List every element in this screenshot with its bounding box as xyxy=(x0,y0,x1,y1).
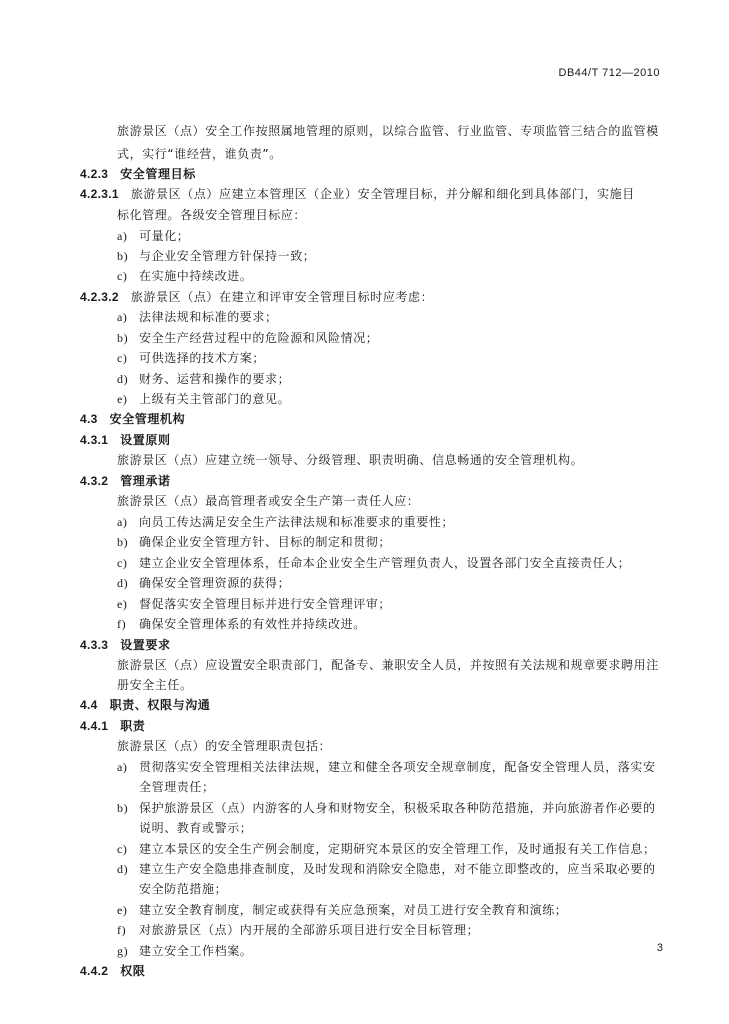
line-text: 确保企业安全管理方针、目标的制定和贯彻； xyxy=(139,535,392,549)
list-marker: c) xyxy=(117,842,128,856)
list-item xyxy=(117,943,252,959)
list-item xyxy=(117,350,265,366)
paragraph-line xyxy=(117,123,659,139)
heading-text: 安全管理机构 xyxy=(109,412,186,426)
list-marker: b) xyxy=(117,249,129,263)
paragraph-line xyxy=(117,207,306,223)
clause-number: 4.3.2 xyxy=(80,474,109,488)
clause-number: 4.2.3 xyxy=(80,167,109,181)
clause xyxy=(80,186,635,202)
line-text: 确保安全管理体系的有效性并持续改进。 xyxy=(139,617,366,631)
list-marker: f) xyxy=(117,617,127,631)
line-text: 旅游景区（点）在建立和评审安全管理目标时应考虑： xyxy=(130,290,434,304)
line-text: 建立企业安全管理体系，任命本企业安全生产管理负责人，设置各部门安全直接责任人； xyxy=(139,556,631,570)
list-marker: e) xyxy=(117,903,128,917)
line-text: 财务、运营和操作的要求； xyxy=(139,372,291,386)
line-text: 在实施中持续改进。 xyxy=(139,269,253,283)
section-heading xyxy=(80,697,210,713)
line-text: 建立生产安全隐患排查制度，及时发现和消除安全隐患，对不能立即整改的，应当采取必要的 xyxy=(139,862,656,876)
section-heading xyxy=(80,963,145,979)
clause-number: 4.3 xyxy=(80,412,98,426)
list-item xyxy=(117,616,366,632)
list-item xyxy=(117,555,630,571)
list-marker: d) xyxy=(117,862,129,876)
clause-number: 4.2.3.2 xyxy=(80,290,119,304)
heading-text: 设置要求 xyxy=(120,638,171,652)
line-text: 督促落实安全管理目标并进行安全管理评审； xyxy=(139,597,392,611)
line-text: 保护旅游景区（点）内游客的人身和财物安全，积极采取各种防范措施，并向旅游者作必要的 xyxy=(139,801,656,815)
paragraph-line xyxy=(117,493,419,509)
line-text: 旅游景区（点）应建立本管理区（企业）安全管理目标，并分解和细化到具体部门，实施目 xyxy=(130,187,635,201)
clause-number: 4.4.1 xyxy=(80,719,109,733)
line-text: 法律法规和标准的要求； xyxy=(139,310,278,324)
list-marker: b) xyxy=(117,535,129,549)
heading-text: 权限 xyxy=(120,964,146,978)
clause-number: 4.3.1 xyxy=(80,433,109,447)
line-text: 建立本景区的安全生产例会制度，定期研究本景区的安全管理工作，及时通报有关工作信息； xyxy=(139,842,656,856)
line-text: 旅游景区（点）最高管理者或安全生产第一责任人应： xyxy=(117,494,420,508)
list-item xyxy=(117,800,656,816)
paragraph-line xyxy=(139,881,227,897)
list-item xyxy=(117,841,656,857)
paragraph-line xyxy=(139,820,252,836)
line-text: 安全防范措施； xyxy=(139,882,228,896)
heading-text: 设置原则 xyxy=(120,433,171,447)
line-text: 建立安全教育制度，制定或获得有关应急预案，对员工进行安全教育和演练； xyxy=(139,903,568,917)
list-marker: d) xyxy=(117,372,129,386)
list-marker: e) xyxy=(117,392,128,406)
line-text: 对旅游景区（点）内开展的全部游乐项目进行安全目标管理； xyxy=(139,923,480,937)
line-text: 安全生产经营过程中的危险源和风险情况； xyxy=(139,331,379,345)
line-text: 可量化； xyxy=(139,229,190,243)
list-item xyxy=(117,575,290,591)
section-heading xyxy=(80,637,171,653)
list-item xyxy=(117,596,391,612)
list-item xyxy=(117,248,315,264)
list-item xyxy=(117,268,252,284)
list-item xyxy=(117,534,391,550)
list-marker: a) xyxy=(117,515,128,529)
list-item xyxy=(117,514,454,530)
list-marker: c) xyxy=(117,351,128,365)
section-heading xyxy=(80,473,171,489)
heading-text: 职责 xyxy=(120,719,146,733)
list-marker: a) xyxy=(117,760,128,774)
list-marker: f) xyxy=(117,923,127,937)
list-item xyxy=(117,228,189,244)
heading-text: 管理承诺 xyxy=(120,474,171,488)
paragraph-line xyxy=(117,452,583,468)
page-number: 3 xyxy=(656,942,663,954)
list-item xyxy=(117,759,656,775)
line-text: 说明、教育或警示； xyxy=(139,821,253,835)
line-text: 旅游景区（点）应设置安全职责部门，配备专、兼职安全人员，并按照有关法规和规章要求聘用注 xyxy=(117,658,659,672)
line-text: 向员工传达满足安全生产法律法规和标准要求的重要性； xyxy=(139,515,455,529)
section-heading xyxy=(80,718,145,734)
paragraph-line xyxy=(139,779,215,795)
paragraph-line xyxy=(117,677,193,693)
list-item xyxy=(117,861,656,877)
heading-text: 职责、权限与沟通 xyxy=(109,698,211,712)
clause-number: 4.4 xyxy=(80,698,98,712)
line-text: 式，实行“谁经营，谁负责”。 xyxy=(117,147,282,161)
list-item xyxy=(117,371,290,387)
standard-code: DB44/T 712—2010 xyxy=(558,67,660,79)
list-item xyxy=(117,309,278,325)
list-marker: c) xyxy=(117,556,128,570)
line-text: 册安全主任。 xyxy=(117,678,193,692)
line-text: 旅游景区（点）的安全管理职责包括： xyxy=(117,739,332,753)
heading-text: 安全管理目标 xyxy=(120,167,196,181)
paragraph-line xyxy=(117,657,659,673)
line-text: 旅游景区（点）安全工作按照属地管理的原则，以综合监管、行业监管、专项监管三结合的监管模 xyxy=(117,124,659,138)
clause-number: 4.4.2 xyxy=(80,964,109,978)
list-marker: c) xyxy=(117,269,128,283)
clause-number: 4.3.3 xyxy=(80,638,109,652)
line-text: 可供选择的技术方案； xyxy=(139,351,266,365)
paragraph-line xyxy=(117,738,331,754)
list-item xyxy=(117,391,290,407)
list-item xyxy=(117,330,378,346)
line-text: 贯彻落实安全管理相关法律法规，建立和健全各项安全规章制度，配备安全管理人员，落实安 xyxy=(139,760,656,774)
line-text: 旅游景区（点）应建立统一领导、分级管理、职责明确、信息畅通的安全管理机构。 xyxy=(117,453,584,467)
line-text: 上级有关主管部门的意见。 xyxy=(139,392,291,406)
section-heading xyxy=(80,166,196,182)
line-text: 标化管理。各级安全管理目标应： xyxy=(117,208,307,222)
list-marker: a) xyxy=(117,310,128,324)
list-item xyxy=(117,902,567,918)
line-text: 建立安全工作档案。 xyxy=(139,944,253,958)
list-marker: b) xyxy=(117,801,129,815)
section-heading xyxy=(80,432,171,448)
list-marker: b) xyxy=(117,331,129,345)
list-marker: a) xyxy=(117,229,128,243)
clause xyxy=(80,289,433,305)
line-text: 确保安全管理资源的获得； xyxy=(139,576,291,590)
section-heading xyxy=(80,411,185,427)
line-text: 全管理责任； xyxy=(139,780,215,794)
list-marker: g) xyxy=(117,944,129,958)
clause-number: 4.2.3.1 xyxy=(80,187,119,201)
list-marker: e) xyxy=(117,597,128,611)
list-item xyxy=(117,922,479,938)
paragraph-line xyxy=(117,146,282,162)
line-text: 与企业安全管理方针保持一致； xyxy=(139,249,316,263)
list-marker: d) xyxy=(117,576,129,590)
